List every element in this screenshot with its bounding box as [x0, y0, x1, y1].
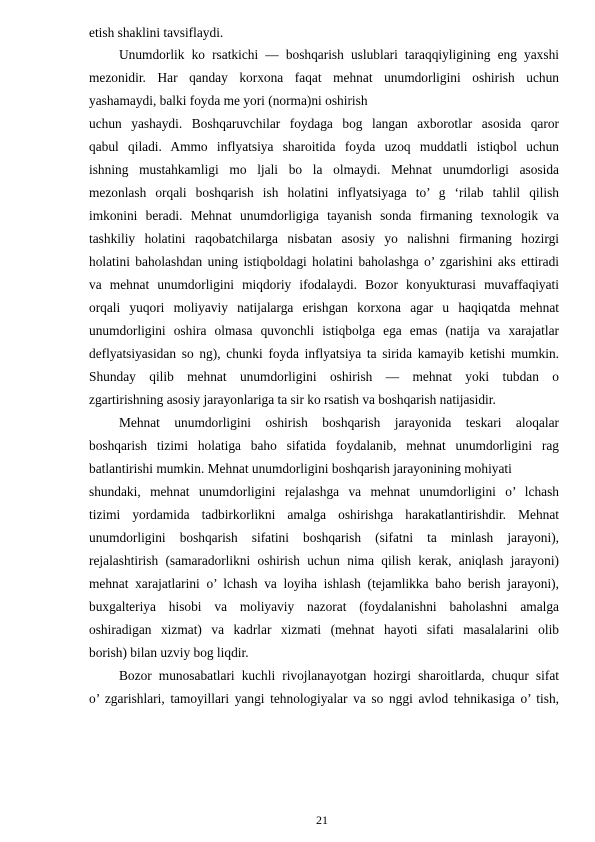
text-line: deflyatsiyasidan so ng), chunki foyda inflyatsiya ta sirida kamayib ketishi mumkin. — [89, 346, 559, 361]
text-line: tizimi yordamida tadbirkorlikni amalga oshirishga harakatlantirishdir. Mehnat — [89, 507, 559, 522]
text-line: buxgalteriya hisobi va moliyaviy nazorat (foydalanishni baholashni amalga — [89, 599, 559, 614]
text-line: imkonini beradi. Mehnat unumdorligiga tayanish sonda firmaning texnologik va — [89, 208, 559, 223]
page-number: 21 — [316, 813, 328, 827]
text-line: orqali yuqori moliyaviy natijalarga erishgan korxona agar u haqiqatda mehnat — [89, 300, 559, 315]
text-line: Unumdorlik ko rsatkichi — boshqarish uslublari taraqqiyligining eng yaxshi — [119, 47, 559, 62]
text-line: zgartirishning asosiy jarayonlariga ta sir ko rsatish va boshqarish natijasidir. — [89, 392, 496, 407]
text-line: o’ zgarishlari, tamoyillari yangi tehnologiyalar va so nggi avlod tehnikasiga o’ tish, — [89, 691, 559, 706]
text-line: rejalashtirish (samaradorlikni oshirish uchun nima qilish kerak, aniqlash jarayoni) — [89, 553, 559, 568]
text-line: holatini baholashdan uning istiqboldagi holatini baholashga o’ zgarishini aks ettiradi — [89, 254, 559, 269]
text-line: batlantirishi mumkin. Mehnat unumdorligini boshqarish jarayonining mohiyati — [89, 461, 512, 476]
text-line: shundaki, mehnat unumdorligini rejalashga va mehnat unumdorligini o’ lchash — [89, 484, 559, 499]
text-line: mezonidir. Har qanday korxona faqat mehnat unumdorligini oshirish uchun — [89, 70, 559, 85]
text-line: qabul qiladi. Ammo inflyatsiya sharoitida foyda uzoq muddatli istiqbol uchun — [89, 139, 559, 154]
text-line: oshiradigan xizmat) va kadrlar xizmati (mehnat hayoti sifati masalalarini olib — [89, 622, 559, 637]
text-line: ishning mustahkamligi mo ljali bo la olmaydi. Mehnat unumdorligi asosida — [89, 162, 559, 177]
text-line: Mehnat unumdorligini oshirish boshqarish jarayonida teskari aloqalar — [119, 415, 559, 430]
text-line: yashamaydi, balki foyda me yori (norma)ni oshirish — [89, 93, 368, 108]
text-line: mezonlash orqali boshqarish ish holatini inflyatsiyaga to’ g ‘rilab tahlil qilish — [89, 185, 559, 200]
text-line: Shunday qilib mehnat unumdorligini oshirish — mehnat yoki tubdan o — [89, 369, 559, 384]
text-line: unumdorligini oshira olmasa quvonchli istiqbolga ega emas (natija va xarajatlar — [89, 323, 559, 338]
text-line: tashkiliy holatini raqobatchilarga nisbatan asosiy yo nalishni firmaning hozirgi — [89, 231, 559, 246]
text-line: borish) bilan uzviy bog liqdir. — [89, 645, 249, 660]
text-line: boshqarish tizimi holatiga baho sifatida foydalanib, mehnat unumdorligini rag — [89, 438, 559, 453]
text-line: etish shaklini tavsiflaydi. — [89, 25, 224, 40]
text-line: Bozor munosabatlari kuchli rivojlanayotgan hozirgi sharoitlarda, chuqur sifat — [119, 668, 559, 683]
text-line: uchun yashaydi. Boshqaruvchilar foydaga bog langan axborotlar asosida qaror — [89, 116, 559, 131]
text-line: unumdorligini boshqarish sifatini boshqarish (sifatni ta minlash jarayoni), — [89, 530, 559, 545]
text-line: va mehnat unumdorligini miqdoriy ifodalaydi. Bozor konyukturasi muvaffaqiyati — [89, 277, 559, 292]
text-line: mehnat xarajatlarini o’ lchash va loyiha ishlash (tejamlikka baho berish jarayoni), — [89, 576, 559, 591]
